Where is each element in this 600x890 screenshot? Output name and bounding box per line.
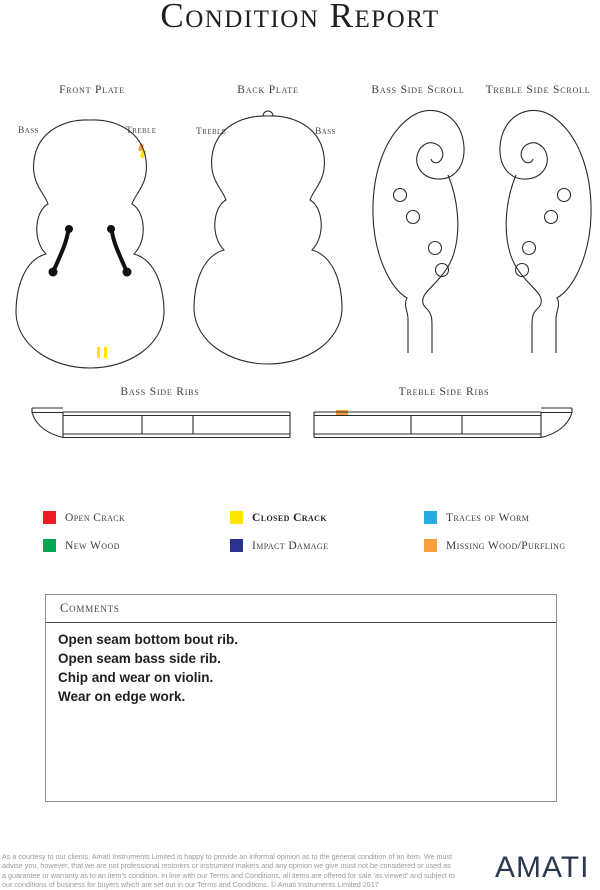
amati-logo: AMATI (495, 851, 590, 884)
back-plate-treble-side-label: Treble (196, 127, 227, 137)
comment-line: Wear on edge work. (58, 689, 186, 704)
open-crack-swatch (43, 511, 56, 524)
page-title: Condition Report (160, 0, 440, 35)
comment-line: Open seam bass side rib. (58, 651, 221, 666)
front-plate-outline (16, 120, 164, 368)
legend-label: Missing Wood/Purfling (446, 539, 566, 552)
comment-line: Open seam bottom bout rib. (58, 632, 239, 647)
bass-scroll-label: Bass Side Scroll (371, 84, 465, 96)
new-wood-swatch (43, 539, 56, 552)
bass-ribs-diagram (26, 402, 294, 442)
comments-body (46, 623, 556, 713)
legend-label: Open Crack (65, 511, 126, 524)
closed-crack-swatch (230, 511, 243, 524)
legend-item-missing-wood (424, 539, 566, 552)
front-plate-diagram (8, 108, 176, 370)
comment-line: Chip and wear on violin. (58, 670, 214, 685)
back-plate-diagram (188, 104, 348, 366)
treble-scroll-diagram (484, 103, 596, 355)
back-plate-outline (194, 111, 342, 364)
f-hole-treble (107, 225, 132, 277)
missing-wood-swatch (424, 539, 437, 552)
treble-scroll-label: Treble Side Scroll (485, 84, 591, 96)
disclaimer-line: our conditions of business for buyers which are set out in our Terms and Conditions. © Amati Instruments Limited 2017 (2, 879, 379, 889)
comments-box (45, 594, 557, 802)
legend-label: Closed Crack (252, 511, 327, 524)
treble-ribs-diagram (310, 402, 578, 442)
traces-of-worm-swatch (424, 511, 437, 524)
disclaimer-line: a guarantee or warranty as to an item's condition. In line with our Terms and Conditions, all items are offered for sale 'as viewed' and subject to (2, 870, 455, 880)
treble-scroll-outline (500, 110, 591, 353)
bass-scroll-outline (373, 110, 464, 353)
legend-label: Impact Damage (252, 539, 329, 552)
bass-ribs-outline (32, 408, 290, 438)
comments-header (46, 595, 556, 623)
footer-disclaimer (2, 852, 494, 889)
comments-title: Comments (60, 601, 120, 615)
front-plate-treble-side-label: Treble (126, 126, 157, 136)
front-plate-label: Front Plate (59, 84, 125, 96)
legend-label: Traces of Worm (446, 511, 530, 524)
treble-ribs-label: Treble Side Ribs (398, 386, 490, 398)
front-plate-bass-side-label: Bass (18, 126, 39, 136)
legend-item-new-wood (43, 539, 120, 552)
back-plate-button (263, 111, 273, 116)
legend-item-open-crack (43, 511, 125, 524)
legend-item-impact-damage (230, 539, 328, 552)
impact-damage-swatch (230, 539, 243, 552)
legend-label: New Wood (65, 539, 120, 552)
back-plate-bass-side-label: Bass (315, 127, 336, 137)
disclaimer-line: As a courtesy to our clients, Amati Instruments Limited is happy to provide an informal opinion as to the general condition of an item. We must (2, 852, 453, 861)
bass-scroll-diagram (368, 103, 480, 355)
legend-item-traces-of-worm (424, 511, 529, 524)
legend-item-closed-crack (230, 511, 327, 524)
back-plate-label: Back Plate (237, 84, 299, 96)
bass-ribs-label: Bass Side Ribs (120, 386, 200, 398)
disclaimer-line: advise you, however, that we are not professional restorers or instrument makers and any opinion we give must not be considered or used as (2, 861, 451, 871)
f-hole-bass (49, 225, 74, 277)
treble-ribs-outline (314, 408, 572, 438)
